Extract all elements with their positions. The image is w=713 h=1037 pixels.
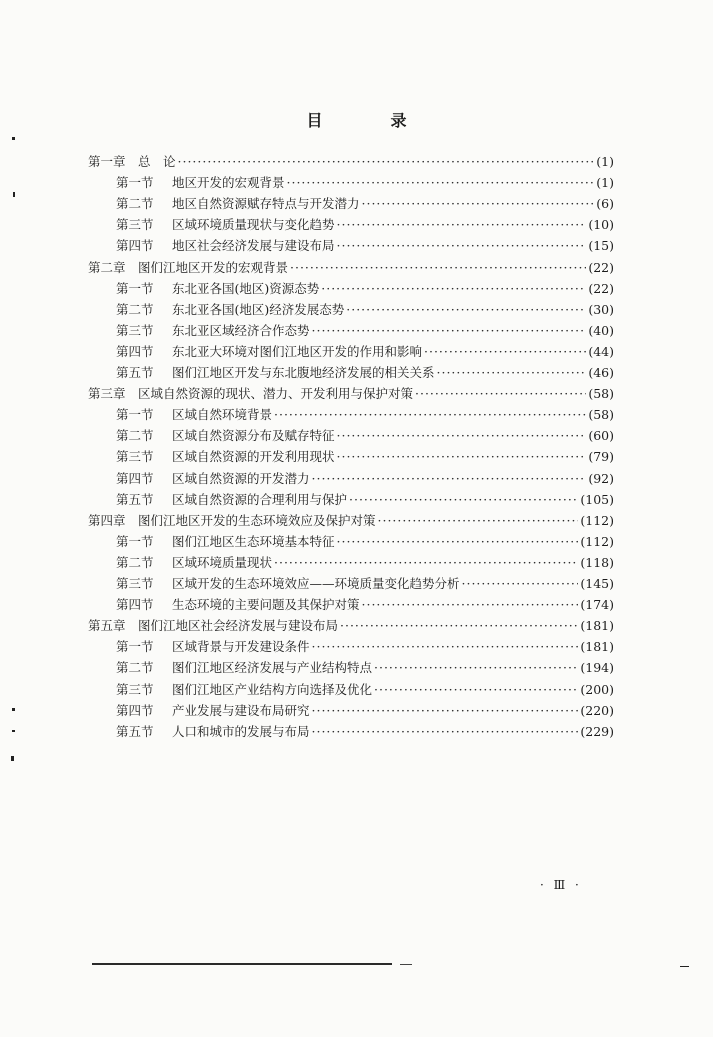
- toc-entry-label: 第五节: [116, 491, 154, 507]
- toc-entry-title: 东北亚大环境对图们江地区开发的作用和影响: [172, 343, 423, 359]
- scan-speck: [12, 708, 15, 711]
- toc-entry-label: 第五章: [88, 618, 126, 634]
- bottom-rule-fragment: [400, 964, 412, 965]
- toc-entry-title: 图们江地区生态环境基本特征: [172, 533, 335, 549]
- toc-section-row: [116, 362, 614, 383]
- toc-entry-title: 东北亚区域经济合作态势: [172, 322, 310, 338]
- toc-section-row: [116, 489, 614, 510]
- toc-entry-page: (40): [588, 322, 614, 338]
- toc-entry-page: (181): [580, 618, 614, 634]
- toc-entry-page: (10): [588, 217, 614, 233]
- toc-entry-title: 图们江地区经济发展与产业结构特点: [172, 660, 373, 676]
- toc-entry-page: (1): [596, 154, 614, 169]
- toc-section-row: [116, 657, 614, 678]
- toc-entry-page: (200): [580, 681, 614, 697]
- toc-entry-label: 第五节: [116, 365, 154, 380]
- toc-section-row: [116, 446, 614, 467]
- toc-entry-title: 区域自然资源的合理利用与保护: [172, 491, 348, 507]
- toc-entry-title: 人口和城市的发展与布局: [172, 723, 310, 739]
- toc-entry-page: (181): [580, 639, 614, 655]
- toc-entry-title: 区域自然资源分布及赋存特征: [172, 428, 335, 444]
- toc-entry-label: 第三节: [116, 217, 154, 233]
- toc-leader-dots: [362, 594, 579, 615]
- toc-leader-dots: [378, 510, 579, 531]
- toc-leader-dots: [337, 214, 587, 235]
- toc-entry-label: 第一节: [116, 407, 154, 423]
- toc-entry-page: (174): [580, 597, 614, 613]
- toc-entry-page: (112): [580, 533, 614, 549]
- toc-entry-title: 地区自然资源赋存特点与开发潜力: [172, 196, 360, 212]
- toc-entry-title: 图们江地区产业结构方向选择及优化: [172, 681, 373, 697]
- toc-section-row: [116, 700, 614, 721]
- toc-leader-dots: [312, 636, 579, 657]
- toc-leader-dots: [362, 193, 595, 214]
- toc-leader-dots: [337, 235, 587, 256]
- toc-entry-label: 第一节: [116, 280, 154, 296]
- page-number-folio: · Ⅲ ·: [540, 878, 582, 892]
- toc-section-row: [116, 172, 614, 193]
- toc-chapter-row: [88, 383, 614, 404]
- toc-leader-dots: [337, 446, 587, 467]
- toc-entry-page: (118): [580, 554, 614, 570]
- toc-entry-page: (112): [580, 512, 614, 528]
- toc-entry-label: 第四节: [116, 238, 154, 254]
- toc-section-row: [116, 404, 614, 425]
- toc-entry-label: 第二章: [88, 259, 126, 275]
- toc-entry-label: 第一节: [116, 175, 154, 191]
- toc-entry-label: 第二节: [116, 196, 154, 212]
- toc-entry-page: (105): [580, 491, 614, 507]
- toc-leader-dots: [437, 362, 587, 383]
- toc-entry-label: 第四章: [88, 512, 126, 528]
- toc-leader-dots: [178, 151, 595, 172]
- toc-leader-dots: [274, 404, 586, 425]
- toc-entry-label: 第四节: [116, 470, 154, 486]
- toc-entry-page: (6): [596, 196, 614, 212]
- toc-section-row: [116, 594, 614, 615]
- toc-leader-dots: [374, 679, 578, 700]
- toc-section-row: [116, 679, 614, 700]
- toc-leader-dots: [424, 341, 586, 362]
- toc-entry-title: 区域自然资源的现状、潜力、开发利用与保护对策: [138, 386, 414, 402]
- toc-entry-page: (22): [588, 280, 614, 296]
- toc-leader-dots: [415, 383, 586, 404]
- toc-leader-dots: [337, 425, 587, 446]
- scan-speck: [12, 137, 15, 140]
- toc-entry-title: 区域自然资源的开发利用现状: [172, 449, 335, 465]
- toc-entry-label: 第三节: [116, 681, 154, 697]
- toc-leader-dots: [312, 721, 579, 742]
- toc-entry-page: (194): [580, 660, 614, 676]
- toc-leader-dots: [321, 278, 586, 299]
- toc-section-row: [116, 425, 614, 446]
- toc-entry-title: 图们江地区社会经济发展与建设布局: [138, 618, 339, 634]
- toc-entry-label: 第一节: [116, 639, 154, 655]
- toc-entry-page: (58): [588, 407, 614, 423]
- toc-entry-label: 第一章: [88, 154, 126, 169]
- scan-speck: [12, 730, 15, 732]
- toc-section-row: [116, 636, 614, 657]
- toc-entry-label: 第三章: [88, 386, 126, 402]
- toc-section-row: [116, 341, 614, 362]
- toc-chapter-row: [88, 615, 614, 636]
- page-title: 目 录: [306, 111, 433, 130]
- bottom-rule: [92, 963, 392, 965]
- toc-section-row: [116, 468, 614, 489]
- toc-entry-page: (60): [588, 428, 614, 444]
- toc-leader-dots: [312, 320, 587, 341]
- toc-entry-page: (1): [596, 175, 614, 191]
- toc-entry-title: 东北亚各国(地区)资源态势: [172, 280, 320, 296]
- toc-leader-dots: [462, 573, 579, 594]
- toc-entry-page: (79): [588, 449, 614, 465]
- toc-entry-page: (46): [588, 365, 614, 380]
- toc-entry-page: (145): [580, 576, 614, 591]
- toc-entry-page: (58): [588, 386, 614, 402]
- toc-leader-dots: [312, 468, 587, 489]
- toc-entry-page: (220): [580, 702, 614, 718]
- toc-leader-dots: [337, 531, 579, 552]
- toc-entry-page: (92): [588, 470, 614, 486]
- toc-entry-label: 第四节: [116, 343, 154, 359]
- toc-entry-label: 第四节: [116, 597, 154, 613]
- scan-speck: [680, 966, 689, 967]
- toc-section-row: [116, 552, 614, 573]
- toc-entry-title: 地区社会经济发展与建设布局: [172, 238, 335, 254]
- toc-entry-title: 生态环境的主要问题及其保护对策: [172, 597, 360, 613]
- toc-entry-title: 区域环境质量现状与变化趋势: [172, 217, 335, 233]
- toc-leader-dots: [349, 489, 578, 510]
- toc-section-row: [116, 235, 614, 256]
- toc-leader-dots: [312, 700, 579, 721]
- toc-entry-label: 第三节: [116, 576, 154, 591]
- toc-section-row: [116, 193, 614, 214]
- toc-entry-title: 图们江地区开发的生态环境效应及保护对策: [138, 512, 376, 528]
- toc-section-row: [116, 320, 614, 341]
- toc-entry-page: (229): [580, 723, 614, 739]
- toc-entry-title: 区域背景与开发建设条件: [172, 639, 310, 655]
- toc-entry-label: 第五节: [116, 723, 154, 739]
- toc-entry-title: 地区开发的宏观背景: [172, 175, 285, 191]
- toc-leader-dots: [290, 257, 586, 278]
- toc-chapter-row: [88, 151, 614, 172]
- toc-entry-label: 第三节: [116, 322, 154, 338]
- toc-chapter-row: [88, 510, 614, 531]
- toc-section-row: [116, 531, 614, 552]
- toc-entry-label: 第三节: [116, 449, 154, 465]
- toc-entry-title: 区域开发的生态环境效应——环境质量变化趋势分析: [172, 576, 460, 591]
- toc-entry-title: 区域环境质量现状: [172, 554, 273, 570]
- toc-entry-label: 第四节: [116, 702, 154, 718]
- toc-leader-dots: [340, 615, 578, 636]
- toc-leader-dots: [374, 657, 578, 678]
- toc-leader-dots: [287, 172, 595, 193]
- toc-entry-title: 图们江地区开发与东北腹地经济发展的相关关系: [172, 365, 435, 380]
- toc-entry-title: 图们江地区开发的宏观背景: [138, 259, 289, 275]
- toc-leader-dots: [346, 299, 586, 320]
- toc-section-row: [116, 214, 614, 235]
- scan-speck: [13, 192, 15, 197]
- toc-entry-page: (44): [588, 343, 614, 359]
- toc-leader-dots: [274, 552, 578, 573]
- toc-entry-label: 第二节: [116, 428, 154, 444]
- toc-entry-title: 区域自然环境背景: [172, 407, 273, 423]
- toc-entry-title: 区域自然资源的开发潜力: [172, 470, 310, 486]
- toc-section-row: [116, 721, 614, 742]
- toc-chapter-row: [88, 257, 614, 278]
- toc-entry-label: 第一节: [116, 533, 154, 549]
- toc-entry-title: 产业发展与建设布局研究: [172, 702, 310, 718]
- toc-entry-title: 总 论: [138, 154, 176, 169]
- toc-entry-page: (22): [588, 259, 614, 275]
- toc-entry-page: (30): [588, 301, 614, 317]
- toc-entry-page: (15): [588, 238, 614, 254]
- toc-entry-label: 第二节: [116, 554, 154, 570]
- toc-section-row: [116, 573, 614, 594]
- toc-section-row: [116, 278, 614, 299]
- toc-entry-title: 东北亚各国(地区)经济发展态势: [172, 301, 345, 317]
- toc-entry-label: 第二节: [116, 660, 154, 676]
- toc-section-row: [116, 299, 614, 320]
- scan-speck: [11, 756, 14, 761]
- toc-entry-label: 第二节: [116, 301, 154, 317]
